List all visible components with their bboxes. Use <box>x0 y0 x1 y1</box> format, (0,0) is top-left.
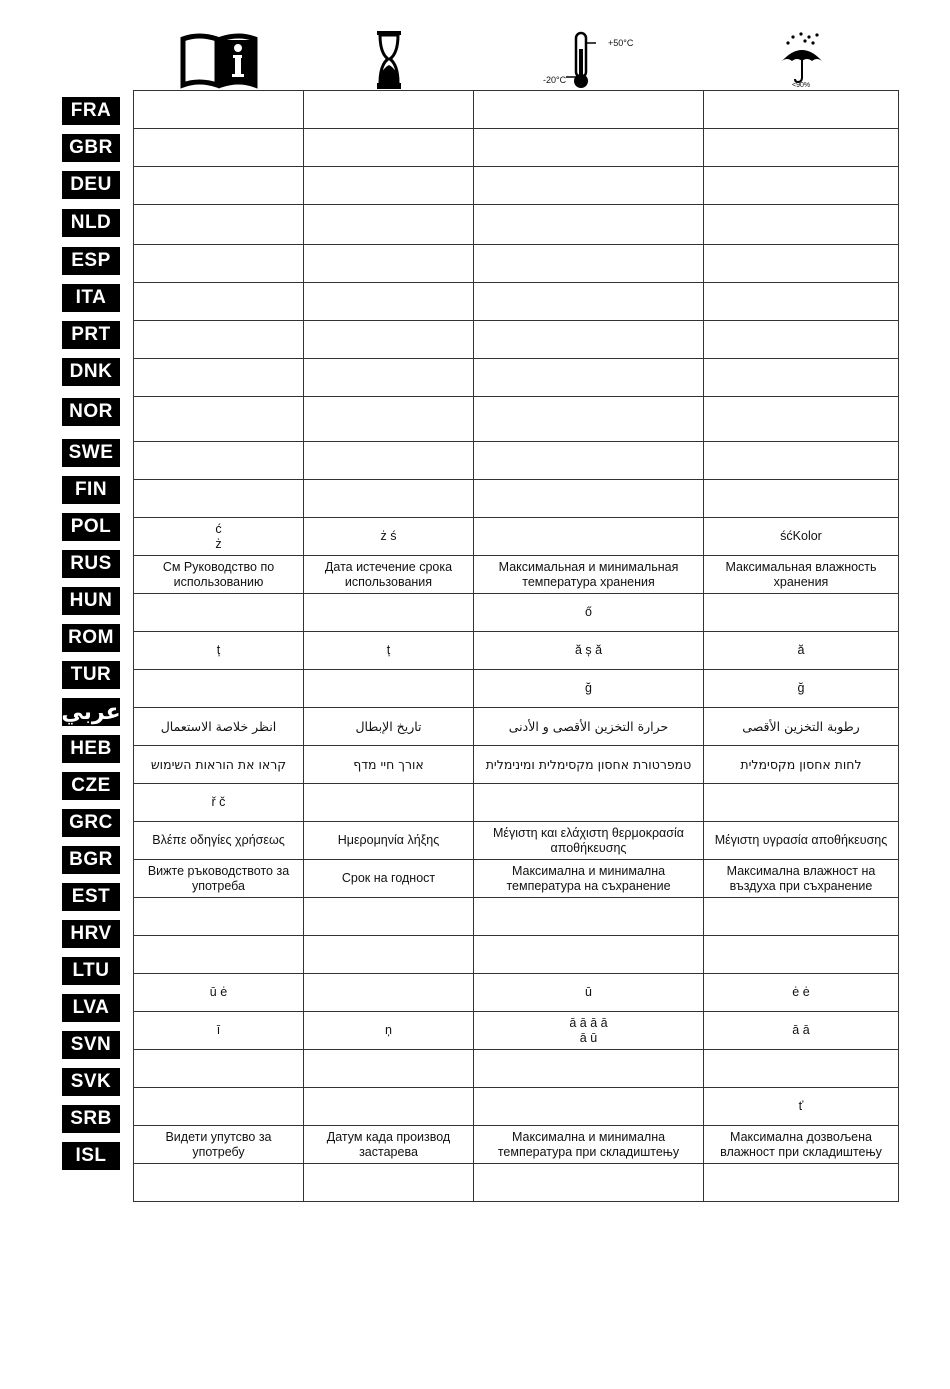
table-cell <box>474 167 704 205</box>
table-cell <box>134 670 304 708</box>
table-row <box>134 822 899 860</box>
language-code-label: LTU <box>62 957 120 985</box>
table-cell <box>134 283 304 321</box>
table-row <box>134 1126 899 1164</box>
language-code-label: عربي <box>61 699 121 725</box>
language-code-label: NOR <box>62 398 120 426</box>
table-cell: Μέγιστη υγρασία αποθήκευσης <box>704 822 899 860</box>
language-code-label: TUR <box>62 661 120 689</box>
table-cell <box>704 129 899 167</box>
translation-grid <box>133 90 899 1202</box>
language-code-label: BGR <box>62 846 120 874</box>
table-cell <box>304 670 474 708</box>
language-code-label: RUS <box>62 550 120 578</box>
table-cell <box>704 245 899 283</box>
table-cell <box>304 1050 474 1088</box>
table-cell <box>304 321 474 359</box>
table-cell: ğ <box>474 670 704 708</box>
table-cell: קראו את הוראות השימוש <box>134 746 304 784</box>
table-cell: ć ż <box>134 518 304 556</box>
table-cell: Βλέπε οδηγίες χρήσεως <box>134 822 304 860</box>
table-cell <box>304 594 474 632</box>
table-cell: ă ș ă <box>474 632 704 670</box>
table-cell <box>304 936 474 974</box>
language-code-label: DEU <box>62 171 120 199</box>
table-cell: См Руководство по использованию <box>134 556 304 594</box>
table-cell <box>304 898 474 936</box>
table-cell <box>704 784 899 822</box>
table-cell <box>474 1164 704 1202</box>
table-row <box>134 936 899 974</box>
table-row <box>134 167 899 205</box>
language-code-label: FIN <box>62 476 120 504</box>
table-cell <box>704 359 899 397</box>
table-cell <box>134 321 304 359</box>
table-cell <box>134 359 304 397</box>
table-cell: Максимална дозвољена влажност при складиштењу <box>704 1126 899 1164</box>
table-row <box>134 1164 899 1202</box>
table-cell: ī <box>134 1012 304 1050</box>
temperature-high-label: +50°C <box>608 38 634 48</box>
table-cell <box>704 205 899 245</box>
table-cell <box>704 397 899 442</box>
temperature-low-label: -20°C <box>543 75 567 85</box>
table-cell: ņ <box>304 1012 474 1050</box>
table-row <box>134 480 899 518</box>
table-cell: ż ś <box>304 518 474 556</box>
table-cell <box>474 91 704 129</box>
table-cell: ğ <box>704 670 899 708</box>
table-cell <box>304 167 474 205</box>
table-cell <box>134 1088 304 1126</box>
table-cell: Вижте ръководството за употреба <box>134 860 304 898</box>
table-cell <box>704 594 899 632</box>
table-row <box>134 1088 899 1126</box>
table-cell: ā ā <box>704 1012 899 1050</box>
table-cell <box>134 397 304 442</box>
language-code-label: FRA <box>62 97 120 125</box>
language-code-label: HUN <box>62 587 120 615</box>
language-code-label: ROM <box>62 624 120 652</box>
table-cell: Видети упутсво за употребу <box>134 1126 304 1164</box>
thermometer-icon <box>474 28 704 92</box>
table-cell <box>474 480 704 518</box>
table-row <box>134 784 899 822</box>
table-cell <box>474 1050 704 1088</box>
table-row <box>134 283 899 321</box>
language-code-label: ITA <box>62 284 120 312</box>
language-code-label: DNK <box>62 358 120 386</box>
table-cell <box>474 898 704 936</box>
table-cell <box>134 936 304 974</box>
language-code-label: SVK <box>62 1068 120 1096</box>
table-cell <box>474 442 704 480</box>
table-cell <box>304 1088 474 1126</box>
table-cell <box>474 359 704 397</box>
language-code-label: GBR <box>62 134 120 162</box>
table-cell: לחות אחסון מקסימלית <box>704 746 899 784</box>
table-row <box>134 518 899 556</box>
language-code-label: HRV <box>62 920 120 948</box>
table-cell <box>134 167 304 205</box>
table-cell <box>474 397 704 442</box>
table-cell <box>134 129 304 167</box>
table-cell: ő <box>474 594 704 632</box>
table-row <box>134 321 899 359</box>
table-cell: Максимальная и минимальная температура хранения <box>474 556 704 594</box>
table-cell: Максимална и минимална температура при складиштењу <box>474 1126 704 1164</box>
table-cell: ț <box>304 632 474 670</box>
language-code-label: ESP <box>62 247 120 275</box>
table-cell <box>704 321 899 359</box>
table-row <box>134 632 899 670</box>
table-row <box>134 91 899 129</box>
table-cell <box>304 129 474 167</box>
table-cell: انظر خلاصة الاستعمال <box>134 708 304 746</box>
table-cell <box>304 91 474 129</box>
table-cell <box>304 283 474 321</box>
table-cell: Ημερομηνία λήξης <box>304 822 474 860</box>
language-code-label: GRC <box>62 809 120 837</box>
table-cell <box>704 936 899 974</box>
table-row <box>134 397 899 442</box>
language-code-label: SRB <box>62 1105 120 1133</box>
table-cell: ū ė <box>134 974 304 1012</box>
table-row <box>134 708 899 746</box>
table-row <box>134 129 899 167</box>
table-cell: Максимальная влажность хранения <box>704 556 899 594</box>
table-cell <box>134 480 304 518</box>
table-cell <box>304 397 474 442</box>
table-row <box>134 746 899 784</box>
table-cell <box>704 898 899 936</box>
table-cell <box>134 442 304 480</box>
table-cell <box>134 594 304 632</box>
humidity-label: <90% <box>792 82 811 89</box>
table-cell <box>304 480 474 518</box>
table-cell <box>704 1164 899 1202</box>
table-cell: śćKolor <box>704 518 899 556</box>
table-cell <box>474 245 704 283</box>
table-cell <box>134 898 304 936</box>
table-cell <box>474 205 704 245</box>
table-cell <box>474 518 704 556</box>
table-cell: ė ė <box>704 974 899 1012</box>
language-code-label: SVN <box>62 1031 120 1059</box>
table-row <box>134 442 899 480</box>
table-cell <box>704 167 899 205</box>
table-cell <box>704 442 899 480</box>
table-cell <box>304 245 474 283</box>
table-cell <box>704 480 899 518</box>
table-cell <box>474 784 704 822</box>
language-code-label: EST <box>62 883 120 911</box>
table-row <box>134 1050 899 1088</box>
table-cell: Максимална влажност на въздуха при съхранение <box>704 860 899 898</box>
table-cell <box>704 1050 899 1088</box>
language-code-label: CZE <box>62 772 120 800</box>
table-cell: Дата истечение срока использования <box>304 556 474 594</box>
table-cell: ț <box>134 632 304 670</box>
language-code-label: POL <box>62 513 120 541</box>
table-cell: ř č <box>134 784 304 822</box>
table-cell <box>304 205 474 245</box>
language-code-label: SWE <box>62 439 120 467</box>
table-row <box>134 974 899 1012</box>
table-cell <box>474 321 704 359</box>
table-cell: אורך חיי מדף <box>304 746 474 784</box>
language-code-label: LVA <box>62 994 120 1022</box>
table-cell: טמפרטורת אחסון מקסימלית ומינימלית <box>474 746 704 784</box>
table-cell: Датум када производ застарева <box>304 1126 474 1164</box>
table-cell: ā ā ā ā ā ū <box>474 1012 704 1050</box>
table-cell <box>134 205 304 245</box>
table-cell: رطوبة التخزين الأقصى <box>704 708 899 746</box>
table-cell <box>304 974 474 1012</box>
table-cell: ă <box>704 632 899 670</box>
table-cell <box>304 1164 474 1202</box>
table-cell <box>304 784 474 822</box>
table-cell <box>474 283 704 321</box>
table-cell <box>474 936 704 974</box>
table-cell: تاريخ الإبطال <box>304 708 474 746</box>
table-cell <box>134 1164 304 1202</box>
table-row <box>134 594 899 632</box>
table-row <box>134 670 899 708</box>
table-cell <box>304 359 474 397</box>
table-cell: حرارة التخزين الأقصى و الأدنى <box>474 708 704 746</box>
language-code-label: PRT <box>62 321 120 349</box>
table-row <box>134 205 899 245</box>
table-row <box>134 359 899 397</box>
language-code-label: NLD <box>62 209 120 237</box>
hourglass-icon <box>304 28 474 92</box>
header-icons <box>134 28 900 92</box>
table-row <box>134 860 899 898</box>
table-cell <box>474 129 704 167</box>
table-cell: Μέγιστη και ελάχιστη θερμοκρασία αποθήκευσης <box>474 822 704 860</box>
table-cell: ū <box>474 974 704 1012</box>
table-cell <box>304 442 474 480</box>
table-cell <box>134 1050 304 1088</box>
table-cell: Максимална и минимална температура на съхранение <box>474 860 704 898</box>
table-cell <box>134 245 304 283</box>
table-row <box>134 556 899 594</box>
table-row <box>134 898 899 936</box>
language-code-label: HEB <box>62 735 120 763</box>
table-cell: Срок на годност <box>304 860 474 898</box>
table-cell <box>134 91 304 129</box>
table-cell <box>704 91 899 129</box>
table-row <box>134 1012 899 1050</box>
instructions-book-icon <box>134 28 304 92</box>
table-cell <box>474 1088 704 1126</box>
language-code-label: ISL <box>62 1142 120 1170</box>
table-cell <box>704 283 899 321</box>
table-cell: ť <box>704 1088 899 1126</box>
table-row <box>134 245 899 283</box>
